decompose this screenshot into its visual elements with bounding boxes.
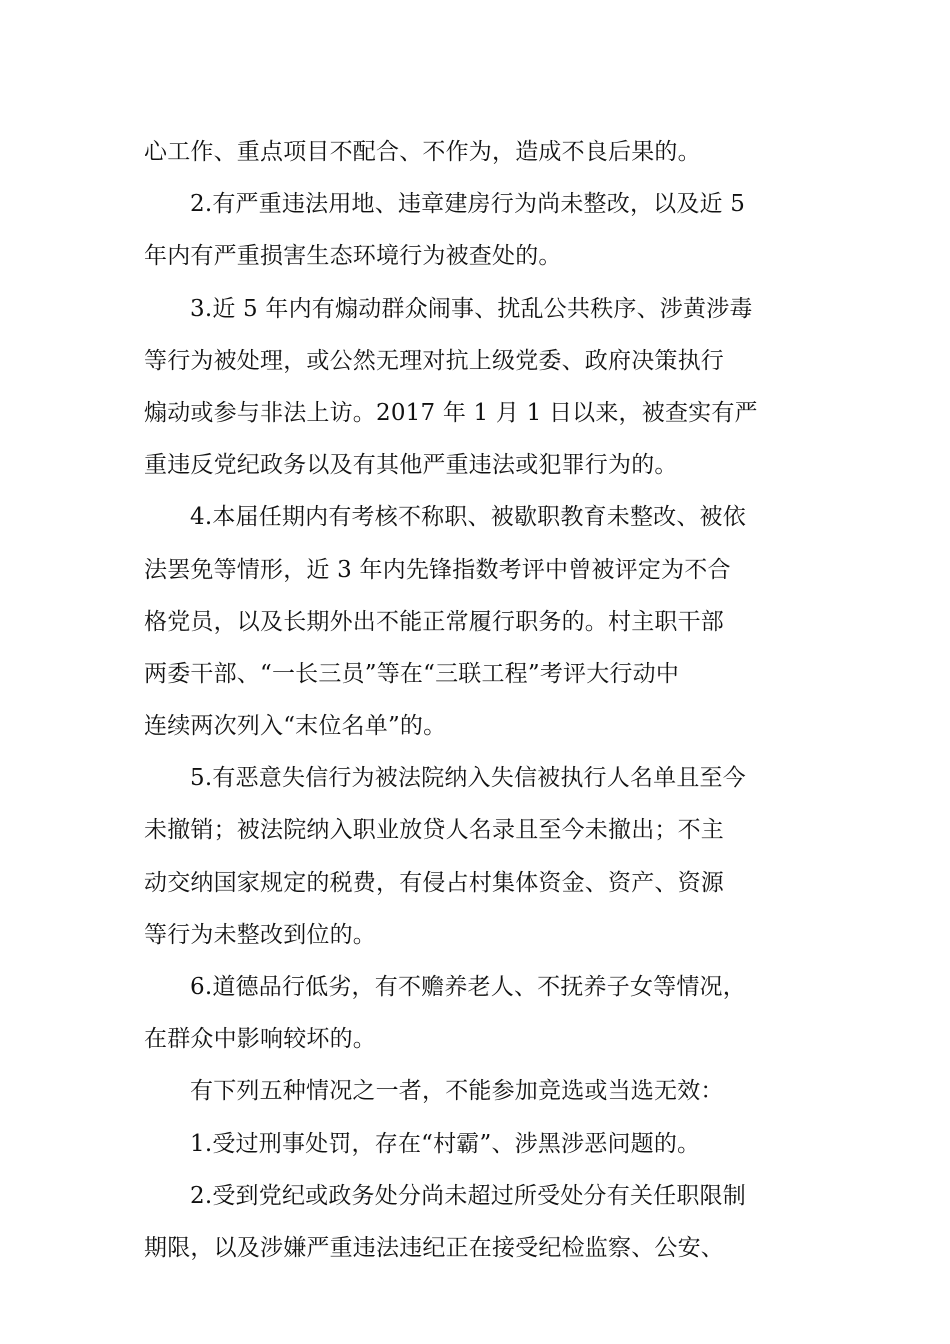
- text-line: 2.受到党纪或政务处分尚未超过所受处分有关任职限制: [190, 1182, 746, 1209]
- text-line: 4.本届任期内有考核不称职、被歇职教育未整改、被依: [190, 504, 746, 531]
- text-line: 法罢免等情形，近 3 年内先锋指数考评中曾被评定为不合: [144, 556, 731, 583]
- text-line: 1.受过刑事处罚，存在“村霸”、涉黑涉恶问题的。: [190, 1130, 701, 1157]
- text-line: 未撤销；被法院纳入职业放贷人名录且至今未撤出；不主: [144, 817, 724, 844]
- text-line: 重违反党纪政务以及有其他严重违法或犯罪行为的。: [144, 452, 678, 479]
- text-line: 期限，以及涉嫌严重违法违纪正在接受纪检监察、公安、: [144, 1234, 724, 1261]
- text-line: 两委干部、“一长三员”等在“三联工程”考评大行动中: [144, 660, 680, 687]
- document-body: [144, 126, 810, 1274]
- text-line: 心工作、重点项目不配合、不作为，造成不良后果的。: [144, 139, 701, 165]
- text-line: 2.有严重违法用地、违章建房行为尚未整改，以及近 5: [190, 191, 746, 218]
- text-line: 年内有严重损害生态环境行为被查处的。: [144, 243, 562, 270]
- text-line: 煽动或参与非法上访。2017 年 1 月 1 日以来，被查实有严: [144, 399, 758, 426]
- text-line: 等行为未整改到位的。: [144, 921, 376, 948]
- text-line: 格党员，以及长期外出不能正常履行职务的。村主职干部: [144, 608, 724, 635]
- text-line: 连续两次列入“末位名单”的。: [144, 713, 447, 740]
- text-line: 6.道德品行低劣，有不赡养老人、不抚养子女等情况，: [190, 974, 746, 1000]
- text-line: 在群众中影响较坏的。: [144, 1026, 376, 1053]
- text-line: 5.有恶意失信行为被法院纳入失信被执行人名单且至今: [190, 765, 746, 792]
- text-line: 动交纳国家规定的税费，有侵占村集体资金、资产、资源: [144, 869, 724, 896]
- text-line: 有下列五种情况之一者，不能参加竞选或当选无效：: [190, 1078, 724, 1105]
- text-line: 等行为被处理，或公然无理对抗上级党委、政府决策执行: [144, 347, 724, 374]
- text-line: 3.近 5 年内有煽动群众闹事、扰乱公共秩序、涉黄涉毒: [190, 295, 753, 322]
